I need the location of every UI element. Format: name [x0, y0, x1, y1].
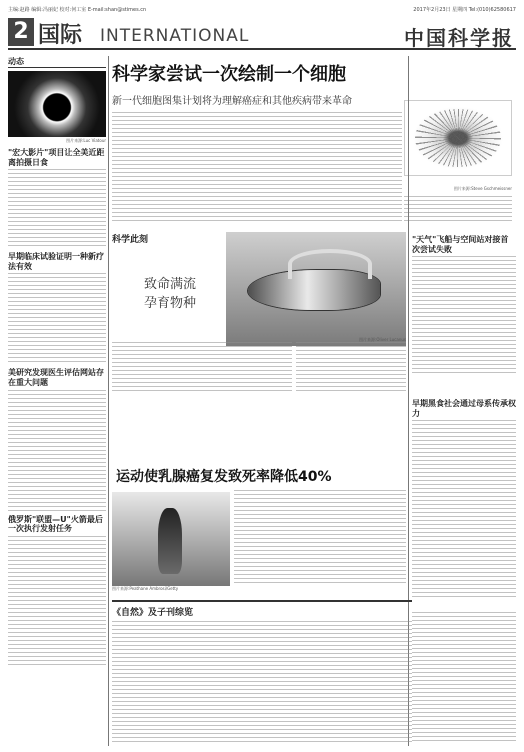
- cancer-headline: 运动使乳腺癌复发致死率降低40%: [116, 469, 332, 485]
- fish-headline-line-2: 孕育物种: [144, 295, 197, 311]
- cancer-article-text: [234, 490, 406, 586]
- main-headline-block: [112, 64, 402, 107]
- page-number: 2: [8, 18, 34, 46]
- fish-headline: [144, 276, 196, 314]
- column-divider-left: [108, 56, 109, 746]
- spacecraft-text: [412, 256, 516, 374]
- brief-text-doctor: [8, 390, 106, 512]
- left-column: [8, 56, 106, 666]
- brief-text-clinical: [8, 273, 106, 365]
- science-corner-kicker: 科学此刻: [112, 235, 149, 245]
- masthead: [8, 16, 516, 50]
- runner-photo-credit: 图片来源:Peathane Ambrosi/Getty: [112, 586, 179, 591]
- fish-image-credit: 图片来源:Oliver Lucanus: [359, 337, 406, 342]
- editor-info: 主编:赵路 编辑:冯丽妃 校对:何工室 E-mail:shan@stimes.cn: [8, 7, 147, 13]
- spacecraft-headline: "天气"飞船与空间站对接首次尝试失败: [412, 235, 509, 254]
- nature-review-box: [112, 600, 412, 746]
- brief-title-clinical: 早期临床试验证明一种新疗法有效: [8, 252, 104, 271]
- eclipse-credit: 图片来源:Luc Viatour: [66, 138, 106, 143]
- main-subheadline: 新一代细胞图集计划将为理解癌症和其他疾病带来革命: [112, 95, 352, 107]
- eclipse-photo: [8, 71, 106, 137]
- date-tel: 2017年2月23日 星期四 Tel:(010)62580617: [413, 7, 516, 13]
- brief-title-doctor: 美研究发现医生评估网站存在重大问题: [8, 368, 104, 387]
- fish-article-text: [296, 342, 406, 392]
- newspaper-logo: 中国科学报: [404, 26, 514, 50]
- brief-text-eclipse: [8, 169, 106, 249]
- briefs-kicker: 动态: [8, 56, 106, 68]
- fish-caption-text: [112, 342, 292, 392]
- section-title-en: INTERNATIONAL: [100, 26, 250, 46]
- fish-headline-line-1: 致命满流: [144, 277, 197, 292]
- runner-photo: [112, 492, 230, 586]
- cell-image-credit: 图片来源:Steve Gschmeissner: [453, 186, 512, 191]
- brief-title-rocket: 俄罗斯"联盟—U"火箭最后一次执行发射任务: [8, 514, 103, 534]
- section-title-cn: 国际: [38, 23, 83, 48]
- brief-title-eclipse: "宏大影片"项目让全美近距离拍摄日食: [8, 148, 105, 167]
- society-text: [412, 420, 516, 598]
- fish-photo: [226, 232, 406, 346]
- cell-caption-area: [404, 186, 512, 222]
- main-article-text: [112, 112, 402, 222]
- top-info-line: [8, 6, 516, 14]
- society-story: [412, 396, 516, 598]
- society-headline: 早期黑食社会通过母系传承权力: [412, 399, 516, 418]
- spacecraft-story: [412, 232, 516, 374]
- brief-text-rocket: [8, 536, 106, 666]
- nature-review-kicker: 《自然》及子刊综览: [112, 608, 194, 618]
- main-headline: 科学家尝试一次绘制一个细胞: [112, 64, 346, 85]
- cell-micrograph: [404, 100, 512, 176]
- right-lower-text: [412, 612, 516, 744]
- cell-caption-text: [404, 196, 512, 222]
- nature-review-text: [112, 621, 412, 745]
